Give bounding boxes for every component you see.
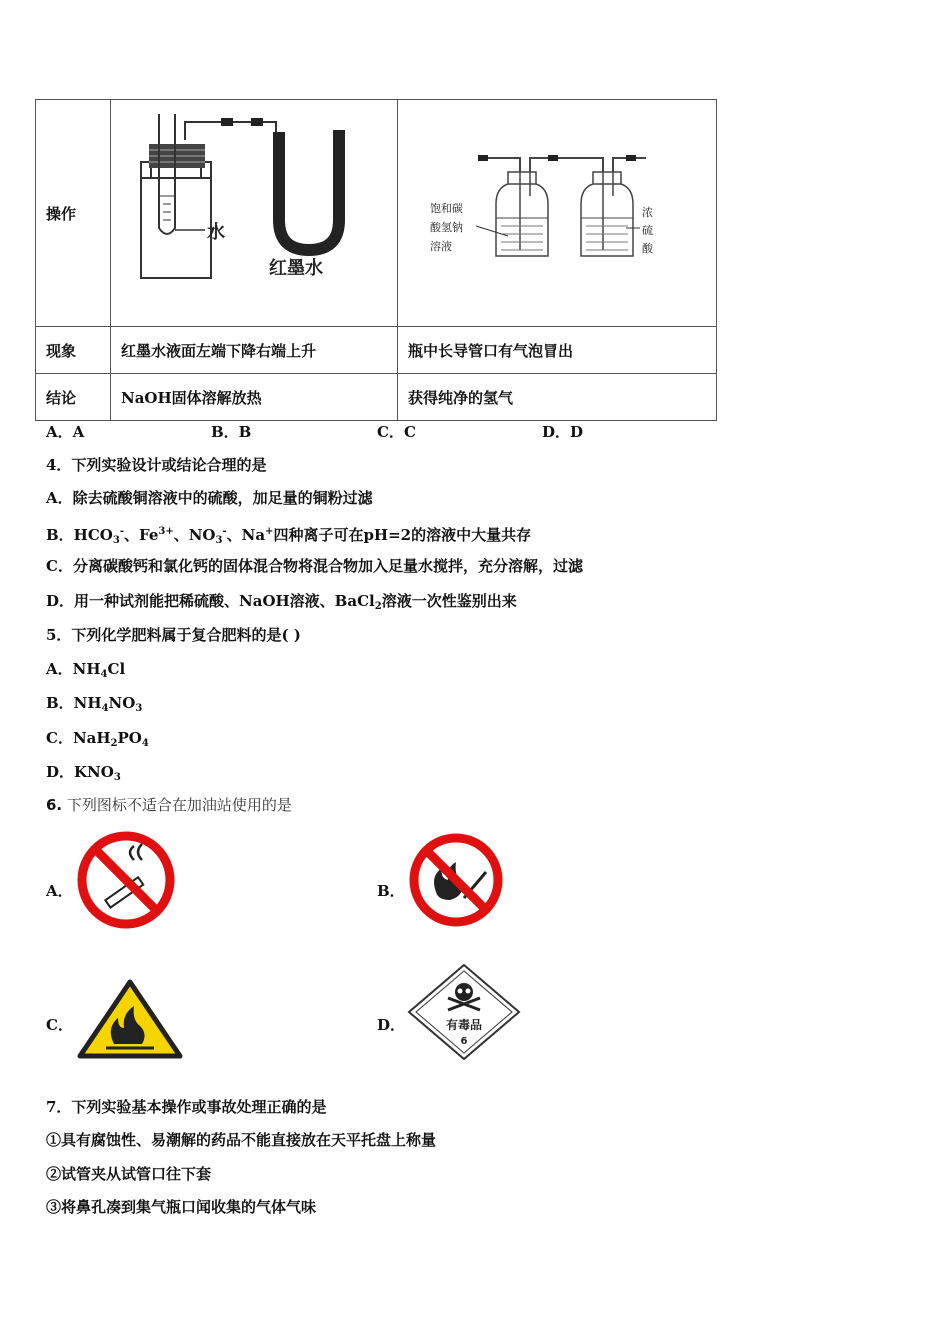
q5-option-c: C．$NaH_2PO_4$ [46, 729, 149, 749]
q6-label-b: B． [377, 882, 405, 900]
q7-stem: 7．下列实验基本操作或事故处理正确的是 [46, 1098, 327, 1116]
bicarbonate-label-1: 饱和碳 [430, 202, 463, 215]
row-label-conclusion: 结论 [36, 374, 111, 421]
q7-item-2: ②试管夹从试管口往下套 [46, 1165, 212, 1183]
q6-label-d: D． [377, 1016, 406, 1034]
conclusion-2: 获得纯净的氢气 [398, 374, 717, 421]
red-ink-label: 红墨水 [269, 258, 323, 279]
toxic-class-number: 6 [460, 1036, 468, 1047]
row-label-operation: 操作 [36, 100, 111, 327]
q3-option-c: C．C [377, 423, 416, 441]
q6-label-c: C． [46, 1016, 73, 1034]
q3-option-a: A．A [46, 423, 85, 441]
sulfuric-label-1: 浓 [642, 206, 653, 219]
q6-stem: 6. 下列图标不适合在加油站使用的是 [46, 796, 292, 814]
q6-label-a: A． [46, 882, 73, 900]
q4-option-d: D．用一种试剂能把稀硫酸、NaOH溶液、BaCl$_2$溶液一次性鉴别出来 [46, 592, 517, 612]
conclusion-1: NaOH固体溶解放热 [111, 374, 398, 421]
phenomenon-2: 瓶中长导管口有气泡冒出 [398, 327, 717, 374]
water-label: 水 [207, 222, 225, 243]
diagram-cell-1 [111, 100, 398, 327]
no-open-flame-icon [406, 832, 506, 928]
phenomenon-1: 红墨水液面左端下降右端上升 [111, 327, 398, 374]
q7-item-1: ①具有腐蚀性、易潮解的药品不能直接放在天平托盘上称量 [46, 1131, 437, 1149]
toxic-substance-icon [406, 962, 522, 1062]
q4-option-c: C．分离碳酸钙和氯化钙的固体混合物将混合物加入足量水搅拌，充分溶解，过滤 [46, 557, 583, 575]
row-label-phenomenon: 现象 [36, 327, 111, 374]
bicarbonate-label-2: 酸氢钠 [430, 221, 463, 234]
q5-stem: 5．下列化学肥料属于复合肥料的是( ) [46, 626, 301, 644]
q4-stem: 4．下列实验设计或结论合理的是 [46, 456, 267, 474]
naoh-dissolving-apparatus-diagram [111, 100, 397, 322]
q5-option-d: D．$KNO_3$ [46, 763, 121, 783]
q3-option-d: D．D [542, 423, 584, 441]
sulfuric-label-2: 硫 [642, 224, 653, 237]
q4-option-a: A．除去硫酸铜溶液中的硫酸，加足量的铜粉过滤 [46, 489, 373, 507]
no-smoking-icon [76, 830, 176, 930]
q5-option-b: B．$NH_4NO_3$ [46, 694, 143, 714]
bicarbonate-label-3: 溶液 [430, 240, 452, 253]
flammable-warning-icon [76, 978, 184, 1060]
diagram-cell-2 [398, 100, 717, 327]
gas-washing-bottles-diagram [398, 100, 716, 322]
toxic-text: 有毒品 [445, 1018, 483, 1032]
q4-option-b: B．$HCO_3^-$、$Fe^{3+}$、$NO_3^-$、Na+四种离子可在pH=2的溶液中大量共存 [46, 526, 532, 546]
q5-option-a: A．$NH_4Cl$ [46, 660, 126, 680]
q7-item-3: ③将鼻孔凑到集气瓶口闻收集的气体气味 [46, 1198, 317, 1216]
experiment-table [35, 99, 717, 421]
q3-option-b: B．B [211, 423, 252, 441]
sulfuric-label-3: 酸 [642, 242, 653, 255]
